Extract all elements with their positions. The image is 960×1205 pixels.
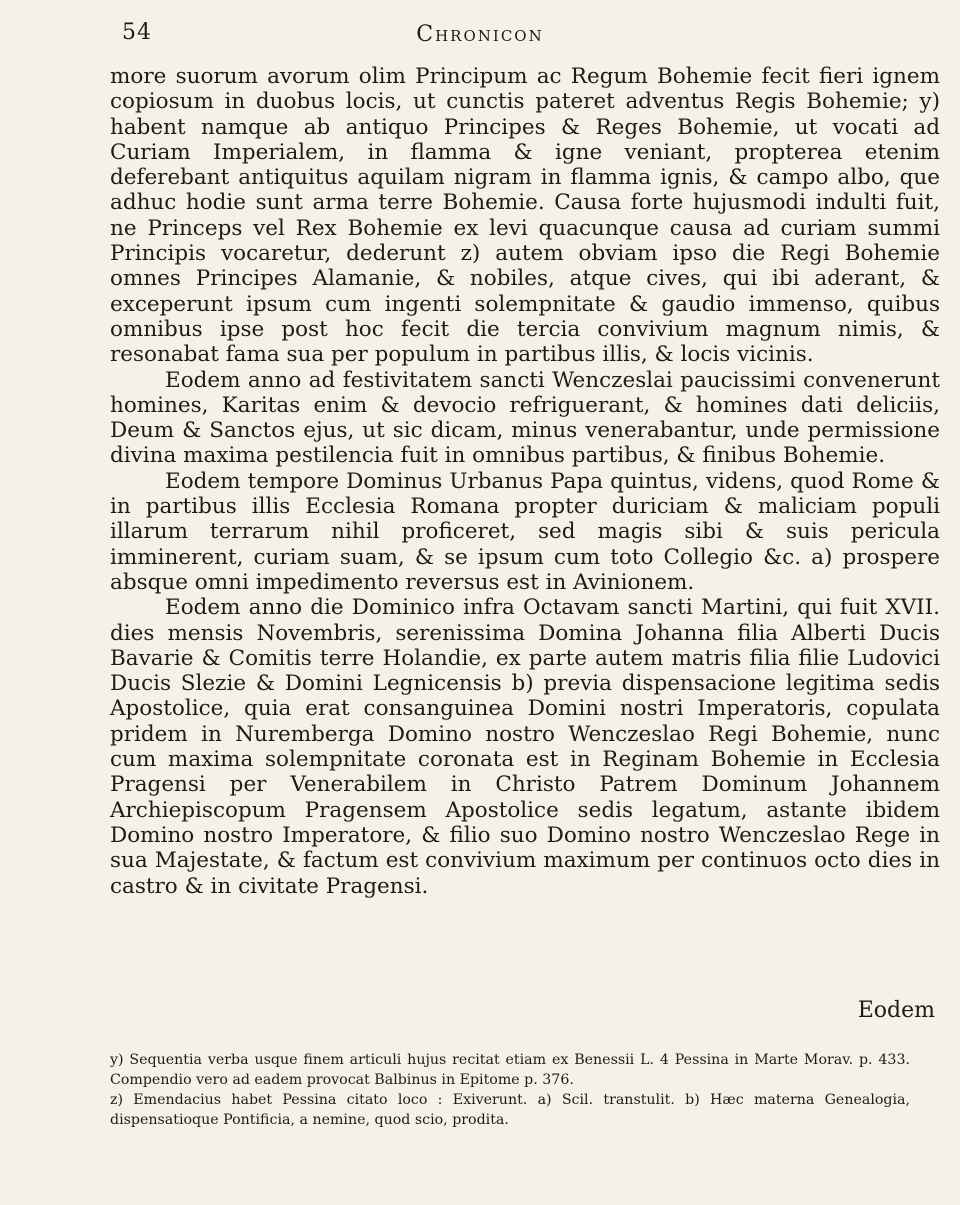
main-text — [110, 64, 940, 899]
paragraph: Eodem tempore Dominus Urbanus Papa quintus, videns, quod Rome & in partibus illis Ecclesia Romana propter duriciam & maliciam populi illarum terrarum nihil proficeret, sed magis sibi & suis pericula imminerent, curiam suam, & se ipsum cum toto Collegio &c. a) prospere absque omni impedimento reversus est in Avinionem. — [110, 468, 940, 595]
catchword: Eodem — [857, 998, 935, 1023]
page-number: 54 — [122, 20, 152, 45]
paragraph: Eodem anno ad festivitatem sancti Wenczeslai paucissimi convenerunt homines, Karitas enim & devocio refriguerant, & homines dati deliciis, Deum & Sanctos ejus, ut sic dicam, minus venerabantur, unde permissione divina maxima pestilencia fuit in omnibus partibus, & finibus Bohemie. — [110, 367, 940, 469]
footnote: y) Sequentia verba usque finem articuli hujus recitat etiam ex Benessii L. 4 Pessina in Marte Morav. p. 433. Compendio vero ad eadem provocat Balbinus in Epitome p. 376. — [110, 1052, 910, 1088]
page-header — [0, 18, 960, 58]
paragraph: more suorum avorum olim Principum ac Regum Bohemie fecit fieri ignem copiosum in duobus locis, ut cunctis pateret adventus Regis Bohemie; y) habent namque ab antiquo Principes & Reges Bohemie, ut vocati ad Curiam Imperialem, in flamma & igne veniant, propterea etenim deferebant antiquitus aquilam nigram in flamma ignis, & campo albo, que adhuc hodie sunt arma terre Bohemie. Causa forte hujusmodi indulti fuit, ne Princeps vel Rex Bohemie ex levi quacunque causa ad curiam summi Principis vocaretur, dederunt z) autem obviam ipso die Regi Bohemie omnes Principes Alamanie, & nobiles, atque cives, qui ibi aderant, & exceperunt ipsum cum ingenti solempnitate & gaudio immenso, quibus omnibus ipse post hoc fecit die tercia convivium magnum nimis, & resonabat fama sua per populum in partibus illis, & locis vicinis. — [110, 64, 940, 368]
running-title: Chronicon — [416, 22, 544, 47]
paragraph: Eodem anno die Dominico infra Octavam sancti Martini, qui fuit XVII. dies mensis Novembris, serenissima Domina Johanna filia Alberti Ducis Bavarie & Comitis terre Holandie, ex parte autem matris filia filie Ludovici Ducis Slezie & Domini Legnicensis b) previa dispensacione legitima sedis Apostolice, quia erat consanguinea Domini nostri Imperatoris, copulata pridem in Nuremberga Domino nostro Wenczeslao Regi Bohemie, nunc cum maxima solempnitate coronata est in Reginam Bohemie in Ecclesia Pragensi per Venerabilem in Christo Patrem Dominum Johannem Archiepiscopum Pragensem Apostolice sedis legatum, astante ibidem Domino nostro Imperatore, & filio suo Domino nostro Wenczeslao Rege in sua Majestate, & factum est convivium maximum per continuos octo dies in castro & in civitate Pragensi. — [110, 595, 940, 899]
footnotes — [110, 1050, 910, 1130]
footnote: z) Emendacius habet Pessina citato loco : Exiverunt. a) Scil. transtulit. b) Hæc materna Genealogia, dispensatioque Pontificia, a nemine, quod scio, prodita. — [110, 1092, 910, 1128]
